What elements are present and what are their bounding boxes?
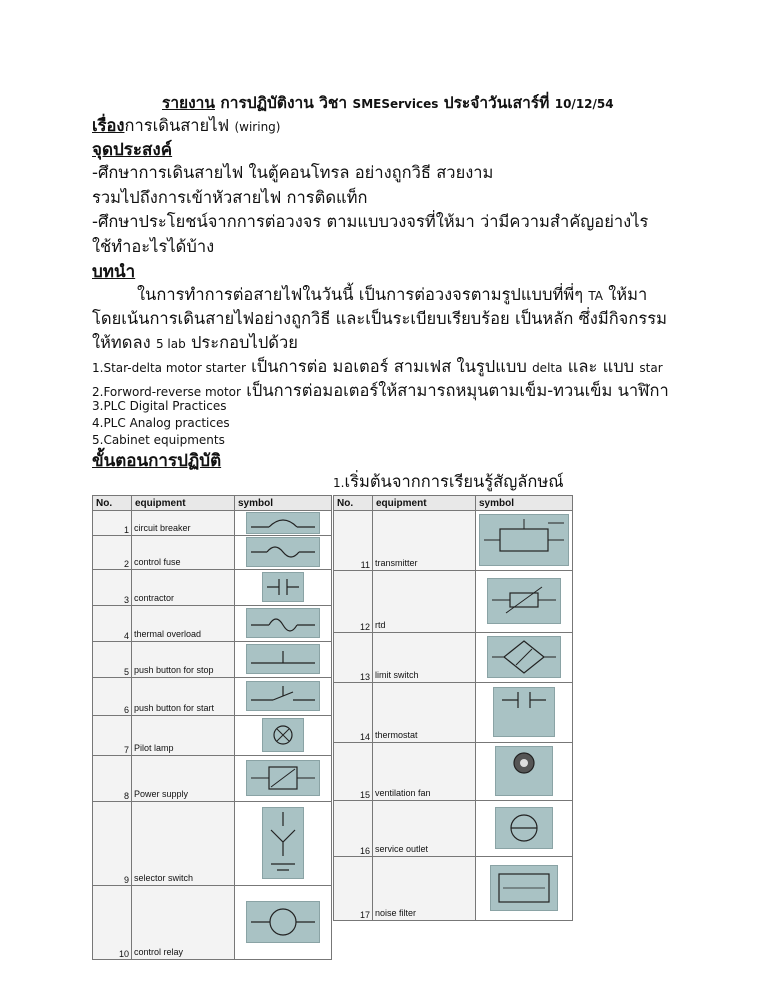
table-header-row: [93, 496, 332, 511]
row-no: 2: [93, 536, 132, 570]
row-no: 17: [334, 857, 373, 921]
table-row: [93, 886, 332, 960]
table-row: [334, 633, 573, 683]
service-outlet-symbol-icon: [476, 801, 573, 857]
row-equipment: noise filter: [373, 857, 476, 921]
lab1-en3: star: [639, 361, 663, 375]
table-row: [93, 511, 332, 536]
objective-line3: -ศึกษาประโยชน์จากการต่อวงจร ตามแบบวงจรที่ให้มา ว่ามีความสำคัญอย่างไร: [92, 212, 649, 231]
page-title: [162, 90, 614, 115]
step1-num: 1.: [333, 476, 345, 490]
row-equipment: service outlet: [373, 801, 476, 857]
step1-text: เริ่มต้นจากการเรียนรู้สัญลักษณ์: [344, 472, 564, 491]
header-no: No.: [93, 496, 132, 511]
row-no: 6: [93, 678, 132, 716]
row-equipment: ventilation fan: [373, 743, 476, 801]
header-equipment: equipment: [373, 496, 476, 511]
row-no: 16: [334, 801, 373, 857]
topic-text: การเดินสายไฟ: [124, 116, 230, 135]
row-no: 9: [93, 802, 132, 886]
table-row: [93, 642, 332, 678]
row-equipment: contractor: [132, 570, 235, 606]
intro-line2: โดยเน้นการเดินสายไฟอย่างถูกวิธี และเป็นระเบียบเรียบร้อย เป็นหลัก ซึ่งมีกิจกรรม: [92, 309, 667, 328]
row-equipment: transmitter: [373, 511, 476, 571]
contactor-symbol-icon: [235, 570, 332, 606]
rtd-symbol-icon: [476, 571, 573, 633]
objective-line2: รวมไปถึงการเข้าหัวสายไฟ การติดแท็ก: [92, 188, 368, 207]
row-no: 4: [93, 606, 132, 642]
fuse-symbol-icon: [235, 536, 332, 570]
circuit-breaker-symbol-icon: [235, 511, 332, 536]
lab2-th: เป็นการต่อมอเตอร์ให้สามารถหมุนตามเข็ม-ทวนเข็ม นาฬิกา: [240, 381, 669, 400]
intro-line3a: ให้ทดลง: [92, 333, 156, 352]
table-row: [93, 716, 332, 756]
row-no: 5: [93, 642, 132, 678]
row-equipment: Pilot lamp: [132, 716, 235, 756]
row-equipment: limit switch: [373, 633, 476, 683]
topic-en: (wiring): [234, 120, 281, 134]
title-rest: การปฏิบัติงาน วิชา: [214, 94, 353, 112]
objective-heading: จุดประสงค์: [92, 140, 173, 160]
intro-line3: [92, 330, 298, 356]
procedure-heading: ขั้นตอนการปฏิบัติ: [92, 451, 222, 471]
header-symbol: symbol: [235, 496, 332, 511]
objective-line1: -ศึกษาการเดินสายไฟ ในตู้คอนโทรล อย่างถูกวิธี สวยงาม: [92, 163, 494, 182]
lab-item-3: 3.PLC Digital Practices: [92, 399, 227, 413]
lab1-en: 1.Star-delta motor starter: [92, 361, 246, 375]
header-equipment: equipment: [132, 496, 235, 511]
row-no: 1: [93, 511, 132, 536]
ventilation-fan-symbol-icon: [476, 743, 573, 801]
title-report: รายงาน: [162, 94, 215, 112]
table-row: [93, 756, 332, 802]
title-day: ประจำวันเสาร์ที่: [438, 94, 555, 112]
table-header-row: [334, 496, 573, 511]
thermostat-symbol-icon: [476, 683, 573, 743]
selector-switch-symbol-icon: [235, 802, 332, 886]
title-subject: SMEServices: [352, 97, 439, 111]
table-row: [334, 743, 573, 801]
intro-line3b: ประกอบไปด้วย: [185, 333, 298, 352]
table-row: [93, 606, 332, 642]
row-equipment: thermostat: [373, 683, 476, 743]
row-no: 14: [334, 683, 373, 743]
row-no: 10: [93, 886, 132, 960]
row-equipment: push button for start: [132, 678, 235, 716]
lab1-en2: delta: [532, 361, 563, 375]
symbol-table-right: [333, 495, 573, 921]
intro-heading: บทนำ: [92, 262, 136, 282]
transmitter-symbol-icon: [476, 511, 573, 571]
row-no: 8: [93, 756, 132, 802]
row-equipment: control relay: [132, 886, 235, 960]
row-no: 3: [93, 570, 132, 606]
row-no: 15: [334, 743, 373, 801]
push-button-start-symbol-icon: [235, 678, 332, 716]
table-row: [334, 511, 573, 571]
noise-filter-symbol-icon: [476, 857, 573, 921]
procedure-step1: [333, 469, 564, 495]
table-row: [93, 536, 332, 570]
table-row: [334, 683, 573, 743]
lab1-th: เป็นการต่อ มอเตอร์ สามเฟส ในรูปแบบ: [245, 357, 533, 376]
topic-label: เรื่อง: [92, 116, 125, 135]
control-relay-symbol-icon: [235, 886, 332, 960]
intro-line1a: ในการทำการต่อสายไฟในวันนี้ เป็นการต่อวงจรตามรูปแบบที่พี่ๆ: [137, 285, 589, 304]
title-date: 10/12/54: [554, 97, 614, 111]
intro-lab: 5 lab: [155, 337, 186, 351]
row-no: 12: [334, 571, 373, 633]
lab1-th2: และ แบบ: [562, 357, 640, 376]
row-equipment: rtd: [373, 571, 476, 633]
lab2-en: 2.Forword-reverse motor: [92, 385, 241, 399]
thermal-overload-symbol-icon: [235, 606, 332, 642]
lab-item-1: [92, 354, 663, 380]
objective-line4: ใช้ทำอะไรได้บ้าง: [92, 237, 215, 256]
table-row: [334, 571, 573, 633]
push-button-stop-symbol-icon: [235, 642, 332, 678]
row-no: 7: [93, 716, 132, 756]
table-row: [93, 570, 332, 606]
intro-ta: TA: [588, 289, 603, 303]
row-equipment: Power supply: [132, 756, 235, 802]
row-equipment: selector switch: [132, 802, 235, 886]
row-equipment: push button for stop: [132, 642, 235, 678]
power-supply-symbol-icon: [235, 756, 332, 802]
intro-line1b: ให้มา: [602, 285, 648, 304]
row-equipment: control fuse: [132, 536, 235, 570]
table-row: [334, 857, 573, 921]
header-no: No.: [334, 496, 373, 511]
row-no: 11: [334, 511, 373, 571]
pilot-lamp-symbol-icon: [235, 716, 332, 756]
table-row: [334, 801, 573, 857]
lab-item-4: 4.PLC Analog practices: [92, 416, 230, 430]
limit-switch-symbol-icon: [476, 633, 573, 683]
row-equipment: circuit breaker: [132, 511, 235, 536]
table-row: [93, 802, 332, 886]
symbol-table-left: [92, 495, 332, 960]
table-row: [93, 678, 332, 716]
header-symbol: symbol: [476, 496, 573, 511]
intro-line1: [137, 282, 647, 308]
row-no: 13: [334, 633, 373, 683]
lab-item-5: 5.Cabinet equipments: [92, 433, 225, 447]
row-equipment: thermal overload: [132, 606, 235, 642]
